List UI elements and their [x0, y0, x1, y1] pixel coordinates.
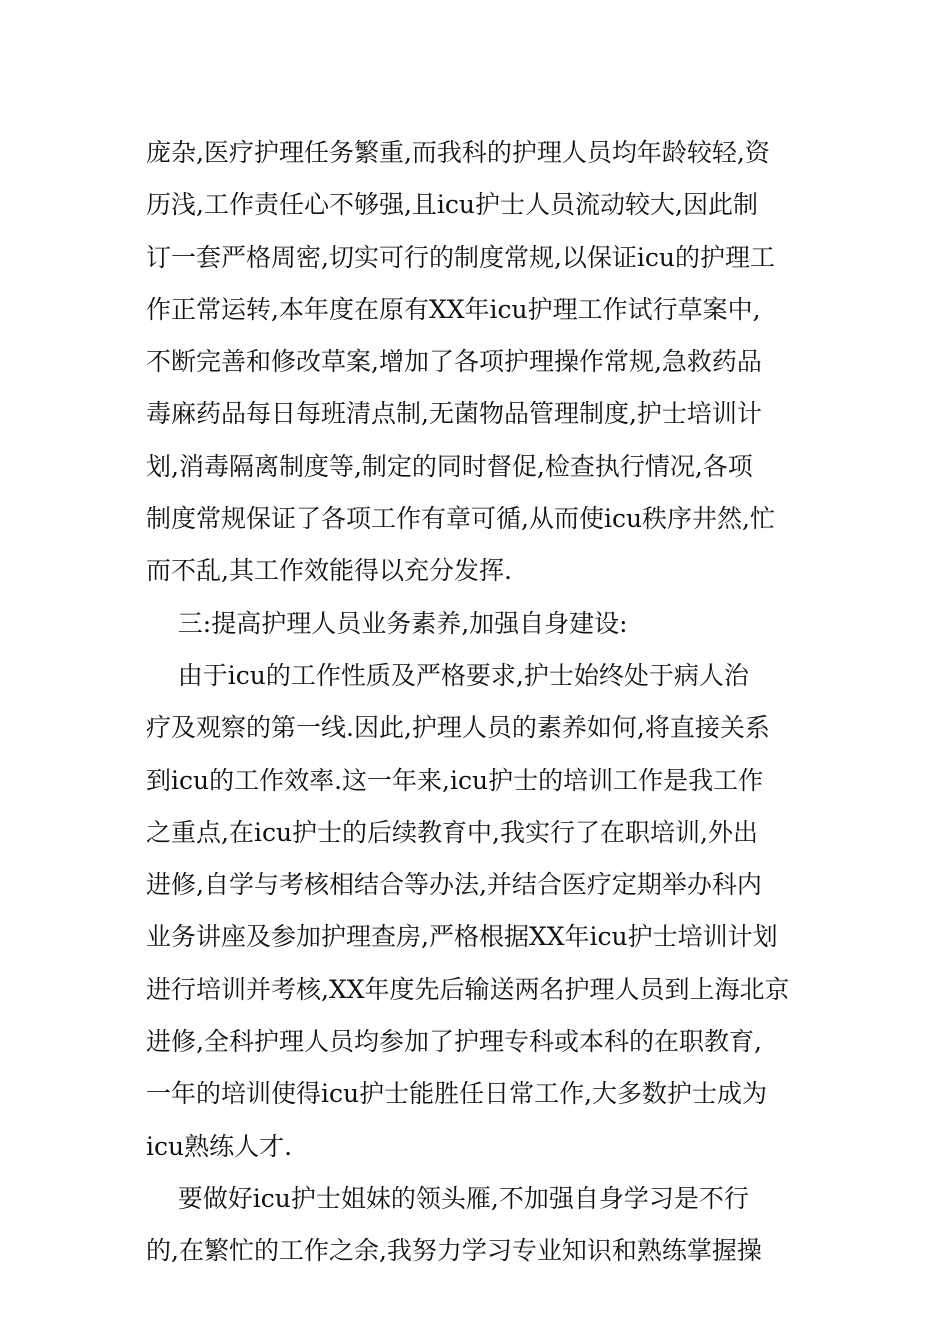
text-line: 作正常运转,本年度在原有XX年icu护理工作试行草案中,	[146, 294, 761, 324]
text-line: 之重点,在icu护士的后续教育中,我实行了在职培训,外出	[146, 817, 758, 847]
text-line: 进修,全科护理人员均参加了护理专科或本科的在职教育,	[146, 1027, 762, 1057]
text-line: 进修,自学与考核相结合等办法,并结合医疗定期举办科内	[146, 870, 762, 900]
text-line: 庞杂,医疗护理任务繁重,而我科的护理人员均年龄较轻,资	[146, 138, 770, 167]
body-text	[146, 127, 816, 1278]
section-heading: 三:提高护理人员业务素养,加强自身建设:	[146, 608, 628, 638]
text-line: 制度常规保证了各项工作有章可循,从而使icu秩序井然,忙	[146, 504, 775, 534]
text-line: 进行培训并考核,XX年度先后输送两名护理人员到上海北京	[146, 974, 790, 1004]
text-line: 订一套严格周密,切实可行的制度常规,以保证icu的护理工	[146, 242, 775, 272]
text-line: 业务讲座及参加护理查房,严格根据XX年icu护士培训计划	[146, 922, 778, 952]
text-line: 要做好icu护士姐妹的领头雁,不加强自身学习是不行	[146, 1183, 749, 1213]
text-line: 由于icu的工作性质及严格要求,护士始终处于病人治	[146, 660, 749, 690]
text-line: 疗及观察的第一线.因此,护理人员的素养如何,将直接关系	[146, 713, 770, 743]
text-line: 不断完善和修改草案,增加了各项护理操作常规,急救药品	[146, 347, 762, 377]
text-line: 到icu的工作效率.这一年来,icu护士的培训工作是我工作	[146, 765, 764, 795]
text-line: 一年的培训使得icu护士能胜任日常工作,大多数护士成为	[146, 1079, 768, 1109]
text-line: 毒麻药品每日每班清点制,无菌物品管理制度,护士培训计	[146, 399, 762, 429]
text-line: 历浅,工作责任心不够强,且icu护士人员流动较大,因此制	[146, 190, 758, 220]
text-line: 而不乱,其工作效能得以充分发挥.	[146, 556, 512, 586]
text-line: 划,消毒隔离制度等,制定的同时督促,检查执行情况,各项	[146, 451, 753, 481]
text-line: icu熟练人才.	[146, 1131, 293, 1161]
text-line: 的,在繁忙的工作之余,我努力学习专业知识和熟练掌握操	[146, 1236, 762, 1266]
